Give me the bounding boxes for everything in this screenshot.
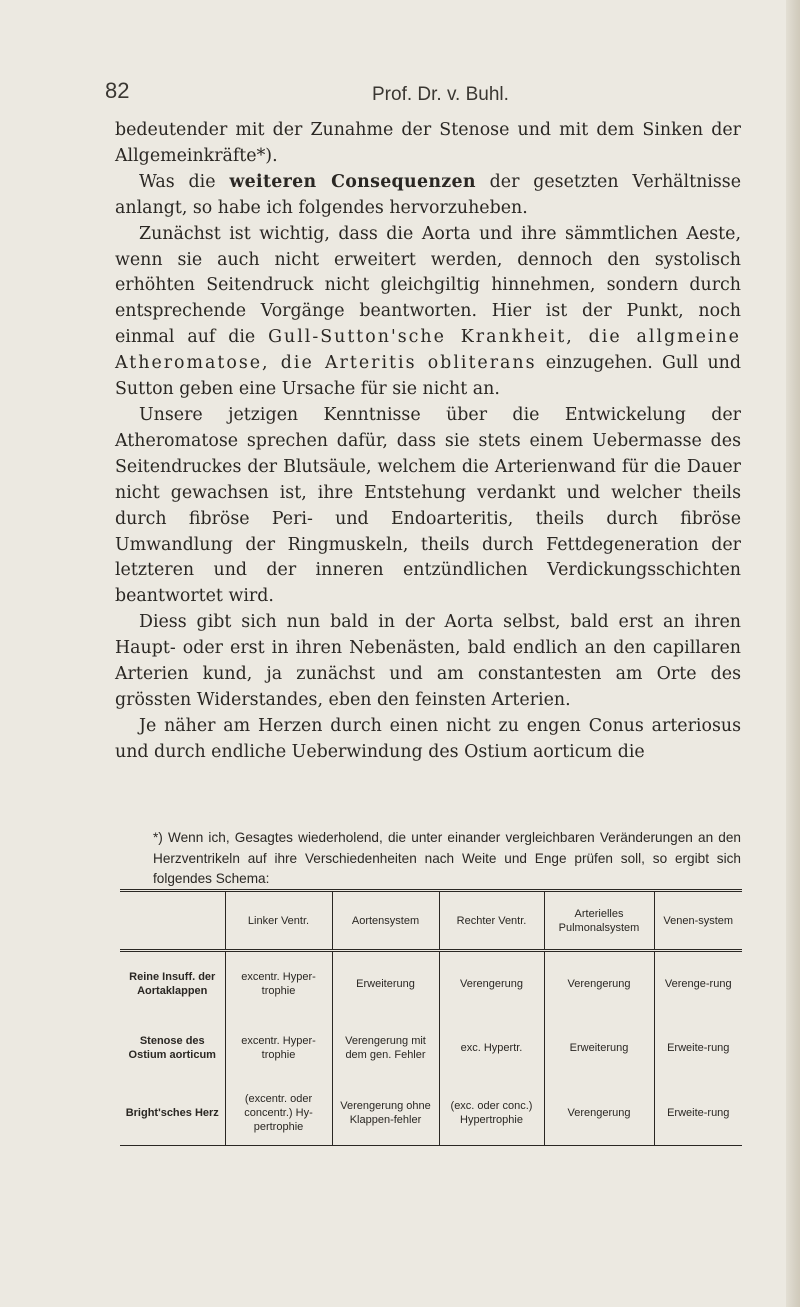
- table-row: [120, 1081, 742, 1146]
- paragraph: [115, 170, 741, 222]
- paragraph: [115, 222, 741, 403]
- table-cell: Verengerung: [544, 1081, 654, 1146]
- table-cell: Erweiterung: [544, 1016, 654, 1081]
- text-run: einzugehen. Gull und Sutton geben eine Ursache für sie nicht an.: [115, 353, 741, 400]
- table-cell: (excentr. oder concentr.) Hy-pertrophie: [225, 1081, 332, 1146]
- schema-table: [120, 889, 742, 1146]
- column-header: Linker Ventr.: [225, 891, 332, 951]
- emphasis-text: weiteren Consequenzen: [229, 171, 476, 192]
- running-head: Prof. Dr. v. Buhl.: [372, 84, 509, 105]
- row-header: Reine Insuff. der Aortaklappen: [129, 970, 216, 997]
- column-header: Rechter Ventr.: [439, 891, 544, 951]
- table-cell: Erweite-rung: [654, 1016, 742, 1081]
- table-cell: (exc. oder conc.) Hypertrophie: [439, 1081, 544, 1146]
- column-header: Arterielles Pulmonalsystem: [544, 891, 654, 951]
- column-header: Aortensystem: [332, 891, 439, 951]
- text-run: Was die: [139, 171, 230, 192]
- table-row: [120, 1016, 742, 1081]
- text-run: Zunächst ist wichtig, dass die Aorta und ihre sämmtlichen Aeste, wenn sie auch nicht erweitert werden, dennoch den systolisch erhöhten Seitendruck nicht gleichgiltig hinnehmen, sondern durch entsprechende Vorgänge beantworten. Hier ist der Punkt, noch einmal auf die: [115, 223, 741, 348]
- table-cell: Verengerung ohne Klappen-fehler: [332, 1081, 439, 1146]
- column-header: Venen-system: [654, 891, 742, 951]
- table-cell: Erweite-rung: [654, 1081, 742, 1146]
- page-edge: [786, 0, 800, 1307]
- table-cell: Verengerung mit dem gen. Fehler: [332, 1016, 439, 1081]
- table-header-row: [120, 891, 742, 951]
- column-header: [120, 891, 225, 951]
- row-header: Stenose des Ostium aorticum: [128, 1035, 216, 1061]
- spaced-text: Gull-Sutton'sche Krankheit,: [268, 327, 574, 348]
- paragraph: Unsere jetzigen Kenntnisse über die Entwickelung der Atheromatose sprechen dafür, dass sie stets einem Uebermasse des Seitendruckes der Blutsäule, welchem die Arterienwand für die Dauer nicht gewachsen ist, ihre Entstehung verdankt und welcher theils durch fibröse Peri- und Endoarteritis, theils durch fibröse Umwandlung der Ringmuskeln, theils durch Fettdegeneration der letzteren und der inneren entzündlichen Verdickungsschichten beantwortet wird.: [115, 404, 741, 607]
- footnote-text: *) Wenn ich, Gesagtes wiederholend, die unter einander vergleichbaren Veränderungen an den Herzventrikeln auf ihre Verschiedenheiten nach Weite und Enge prüfen soll, so ergibt sich folgendes Schema:: [153, 830, 741, 886]
- paragraph: Diess gibt sich nun bald in der Aorta selbst, bald erst an ihren Haupt- oder erst in ihren Nebenästen, bald endlich an den capillaren Arterien kund, ja zunächst und am constantesten am Orte des grössten Widerstandes, eben den feinsten Arterien.: [115, 612, 741, 710]
- body-text: [115, 118, 741, 766]
- paragraph: bedeutender mit der Zunahme der Stenose und mit dem Sinken der Allgemeinkräfte*).: [115, 120, 741, 166]
- table-row: [120, 951, 742, 1016]
- table-cell: excentr. Hyper-trophie: [225, 1016, 332, 1081]
- spaced-text: die allgmeine Atheromatose, die Arteritis obliterans: [115, 327, 741, 374]
- text-run: der gesetzten Verhältnisse anlangt, so habe ich folgendes hervorzuheben.: [115, 171, 742, 218]
- row-header: Bright'sches Herz: [125, 1106, 219, 1119]
- table-cell: exc. Hypertr.: [439, 1016, 544, 1081]
- page-number: 82: [105, 78, 130, 103]
- table-cell: Verenge-rung: [654, 951, 742, 1016]
- table-cell: Verengerung: [439, 951, 544, 1016]
- table-cell: excentr. Hyper-trophie: [225, 951, 332, 1016]
- table-cell: Erweiterung: [332, 951, 439, 1016]
- footnote: [115, 828, 741, 890]
- table-cell: Verengerung: [544, 951, 654, 1016]
- paragraph: Je näher am Herzen durch einen nicht zu engen Conus arteriosus und durch endliche Ueberwindung des Ostium aorticum die: [115, 715, 741, 762]
